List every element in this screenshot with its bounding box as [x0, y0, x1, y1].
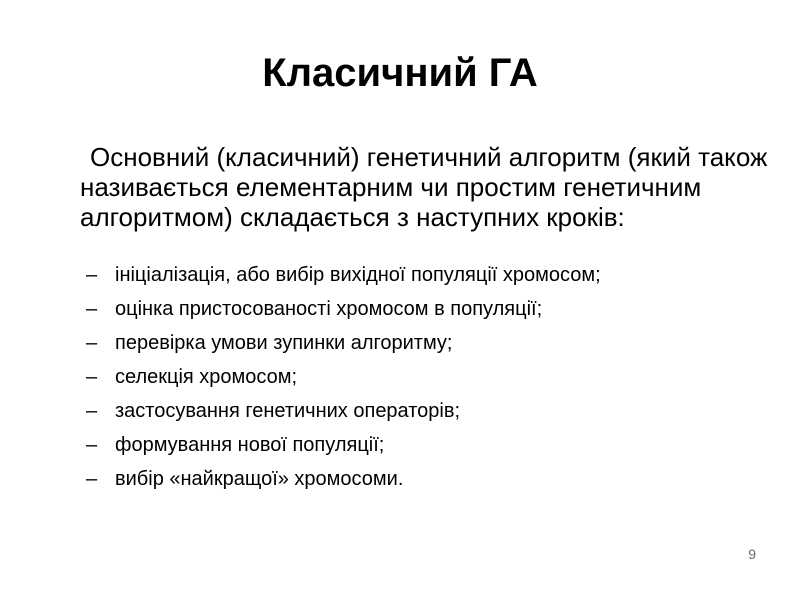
list-item: [80, 332, 720, 355]
bullet-dash: –: [86, 332, 98, 354]
bullet-dash: –: [86, 298, 98, 320]
step-text: ініціалізація, або вибір вихідної популяції хромосом;: [115, 264, 601, 286]
step-text: формування нової популяції;: [115, 434, 385, 456]
step-text: селекція хромосом;: [115, 366, 298, 388]
list-item: [80, 434, 720, 457]
bullet-dash: –: [86, 468, 98, 490]
slide-title: Класичний ГА: [262, 51, 538, 95]
list-item: [80, 400, 720, 423]
bullet-dash: –: [86, 264, 98, 286]
step-text: оцінка пристосованості хромосом в популяції;: [115, 298, 543, 320]
bullet-dash: –: [86, 400, 98, 422]
bullet-dash: –: [86, 366, 98, 388]
list-item: [80, 298, 720, 321]
step-text: перевірка умови зупинки алгоритму;: [115, 332, 453, 354]
step-text: вибір «найкращої» хромосоми.: [115, 468, 404, 490]
step-text: застосування генетичних операторів;: [115, 400, 461, 422]
list-item: [80, 264, 720, 287]
list-item: [80, 366, 720, 389]
intro-paragraph: Основний (класичний) генетичний алгоритм (який також називається елементарним чи простим генетичним алгоритмом) складається з наступних кроків:: [80, 142, 768, 232]
steps-list: [80, 264, 720, 502]
list-item: [80, 468, 720, 491]
page-number: 9: [748, 546, 756, 562]
bullet-dash: –: [86, 434, 98, 456]
